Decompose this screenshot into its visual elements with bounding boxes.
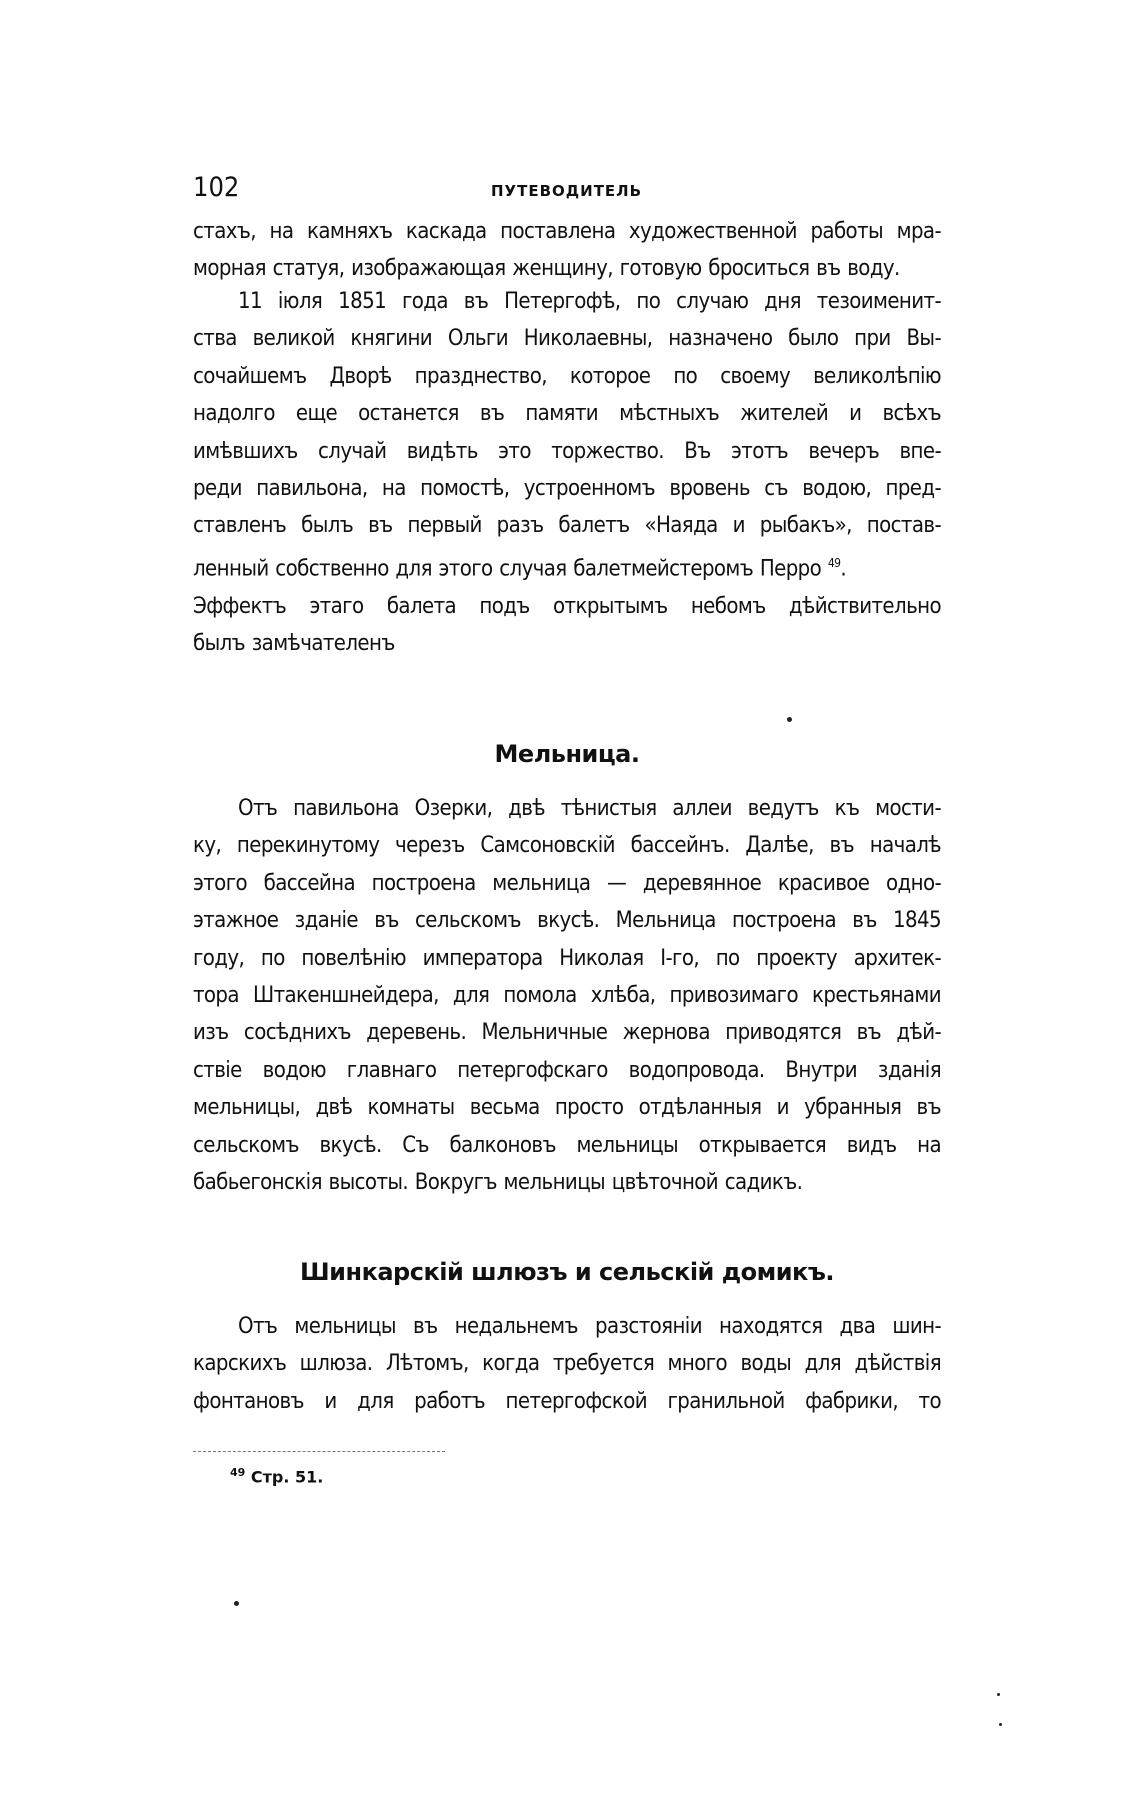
text-line: бабьегонскія высоты. Вокругъ мельницы цвѣточной садикъ. [193,1170,803,1196]
text-line: надолго еще останется въ памяти мѣстныхъ жителей и всѣхъ [193,401,941,427]
text-line: карскихъ шлюза. Лѣтомъ, когда требуется много воды для дѣйствія [193,1351,941,1377]
ink-speck [787,717,792,722]
footnote-text: Стр. 51. [250,1467,324,1487]
text-line: былъ замѣчателенъ [193,630,395,656]
text-line: 11 іюля 1851 года въ Петергофѣ, по случаю дня тезоименит- [238,289,941,314]
ink-speck [234,1601,239,1606]
page-header [193,172,941,212]
text-line: сочайшемъ Дворѣ празднество, которое по своему великолѣпію [193,363,941,389]
section-heading-sluice: Шинкарскій шлюзъ и сельскій домикъ. [300,1258,834,1286]
footnote-reference[interactable]: 49 [827,555,841,570]
text-line: фонтановъ и для работъ петергофской гранильной фабрики, то [193,1388,941,1414]
running-title: ПУТЕВОДИТЕЛЬ [491,182,643,200]
text-line: сельскомъ вкусѣ. Съ балконовъ мельницы открывается видъ на [193,1132,941,1158]
text-line-with-footnote: ленный собственно для этого случая балетмейстеромъ Перро $^{49}$. [193,555,847,582]
paragraph-sluice [193,1308,941,1420]
ink-speck [997,1693,1000,1696]
section-heading-mill: Мельница. [494,740,640,768]
page-number: 102 [193,172,240,203]
footnote [230,1466,323,1486]
text-line: этого бассейна построена мельница — деревянное красивое одно- [193,870,941,896]
text-line: Эффектъ этаго балета подъ открытымъ небомъ дѣйствительно [193,593,941,619]
paragraph-mill [193,790,941,1201]
text-line: ства великой княгини Ольги Николаевны, назначено было при Вы- [193,326,941,352]
footnote-number: 49 [230,1466,246,1479]
footnote-divider [193,1451,445,1452]
text-line: Отъ мельницы въ недальнемъ разстояніи находятся два шин- [238,1314,941,1339]
text-line: морная статуя, изображающая женщину, готовую броситься въ воду. [193,256,900,282]
text-line: изъ сосѣднихъ деревень. Мельничные жернова приводятся въ дѣй- [193,1020,941,1046]
intro-paragraph [193,213,941,288]
text-line: имѣвшихъ случай видѣть это торжество. Въ этотъ вечеръ впе- [193,438,941,464]
text-line: этажное зданіе въ сельскомъ вкусѣ. Мельница построена въ 1845 [193,908,941,934]
text-line: стахъ, на камняхъ каскада поставлена художественной работы мра- [193,219,941,244]
text-line: ку, перекинутому черезъ Самсоновскій бассейнъ. Далѣе, въ началѣ [193,833,941,859]
text-line: тора Штакеншнейдера, для помола хлѣба, привозимаго крестьянами [193,983,941,1009]
text-line: ставленъ былъ въ первый разъ балетъ «Наяда и рыбакъ», постав- [193,513,941,539]
text-line: Отъ павильона Озерки, двѣ тѣнистыя аллеи ведутъ къ мости- [238,796,941,821]
text-line: реди павильона, на помостѣ, устроенномъ вровень съ водою, пред- [193,476,941,502]
text-line: ствіе водою главнаго петергофскаго водопровода. Внутри зданія [193,1057,941,1083]
text-line: мельницы, двѣ комнаты весьма просто отдѣланныя и убранныя въ [193,1095,941,1121]
paragraph-festival [193,283,941,662]
text-line: году, по повелѣнію императора Николая I-го, по проекту архитек- [193,945,941,971]
ink-speck [999,1723,1002,1726]
text-line: ленный собственно для этого случая балетмейстеромъ Перро [193,556,822,582]
